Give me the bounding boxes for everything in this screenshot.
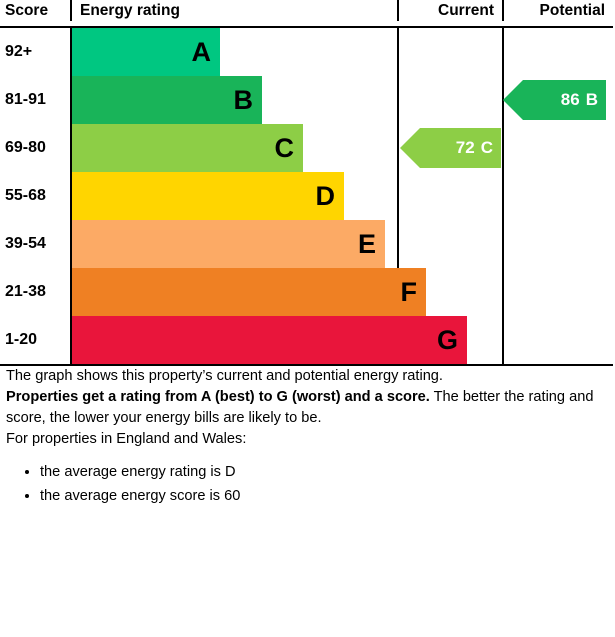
band-bar-cell-g: [72, 316, 458, 364]
band-score-a: 92+: [0, 28, 72, 76]
band-row: [0, 76, 613, 124]
band-bar-cell-b: [72, 76, 399, 124]
band-score-g: 1-20: [0, 316, 72, 364]
band-row: [0, 268, 613, 316]
ratings-bold-text: Properties get a rating from A (best) to G (worst) and a score.: [6, 389, 430, 405]
current-cell-c: [399, 124, 504, 172]
band-bar-cell-d: [72, 172, 399, 220]
current-cell-f: [399, 268, 504, 316]
band-score-f: 21-38: [0, 268, 72, 316]
current-cell-g: [399, 316, 504, 364]
band-score-e: 39-54: [0, 220, 72, 268]
potential-cell-a: [504, 28, 609, 76]
column-header-energy-rating: Energy rating: [72, 0, 399, 21]
band-row: [0, 220, 613, 268]
band-bar-b: B: [72, 76, 262, 124]
band-bar-a: A: [72, 28, 220, 76]
band-row: [0, 124, 613, 172]
band-score-c: 69-80: [0, 124, 72, 172]
potential-cell-f: [504, 268, 609, 316]
band-score-d: 55-68: [0, 172, 72, 220]
epc-table-header: [0, 0, 613, 28]
band-bar-cell-c: [72, 124, 399, 172]
band-bar-cell-a: [72, 28, 399, 76]
column-header-score: Score: [0, 0, 72, 21]
potential-cell-g: [504, 316, 609, 364]
band-bar-c: C: [72, 124, 303, 172]
band-bar-f: F: [72, 268, 426, 316]
current-cell-e: [399, 220, 504, 268]
region-line: For properties in England and Wales:: [6, 431, 247, 447]
band-bar-d: D: [72, 172, 344, 220]
band-row: [0, 316, 613, 364]
intro-paragraph: The graph shows this property’s current and potential energy rating.: [6, 368, 443, 384]
potential-cell-e: [504, 220, 609, 268]
potential-cell-c: [504, 124, 609, 172]
potential-rating-pointer: [503, 79, 606, 121]
band-bar-g: G: [72, 316, 467, 364]
column-header-current: Current: [399, 0, 504, 21]
explanatory-text: [0, 366, 615, 507]
potential-cell-b: [504, 76, 609, 124]
list-item: • the average energy rating is D: [40, 462, 609, 483]
band-score-b: 81-91: [0, 76, 72, 124]
ratings-paragraph: [6, 387, 609, 429]
current-rating-text: 72 C: [455, 138, 493, 157]
potential-cell-d: [504, 172, 609, 220]
band-bar-cell-f: [72, 268, 417, 316]
current-cell-d: [399, 172, 504, 220]
current-rating-pointer: [400, 127, 501, 169]
epc-chart-body: [0, 28, 613, 366]
band-bar-e: E: [72, 220, 385, 268]
band-row: [0, 172, 613, 220]
band-row: [0, 28, 613, 76]
list-item: • the average energy score is 60: [40, 486, 609, 507]
current-cell-a: [399, 28, 504, 76]
column-header-potential: Potential: [539, 2, 605, 19]
current-cell-b: [399, 76, 504, 124]
averages-list: [6, 462, 609, 507]
ratings-rest-text: The better the rating and score, the lower your energy bills are likely to be.: [6, 389, 594, 426]
band-bar-cell-e: [72, 220, 399, 268]
potential-rating-text: 86 B: [560, 90, 598, 109]
